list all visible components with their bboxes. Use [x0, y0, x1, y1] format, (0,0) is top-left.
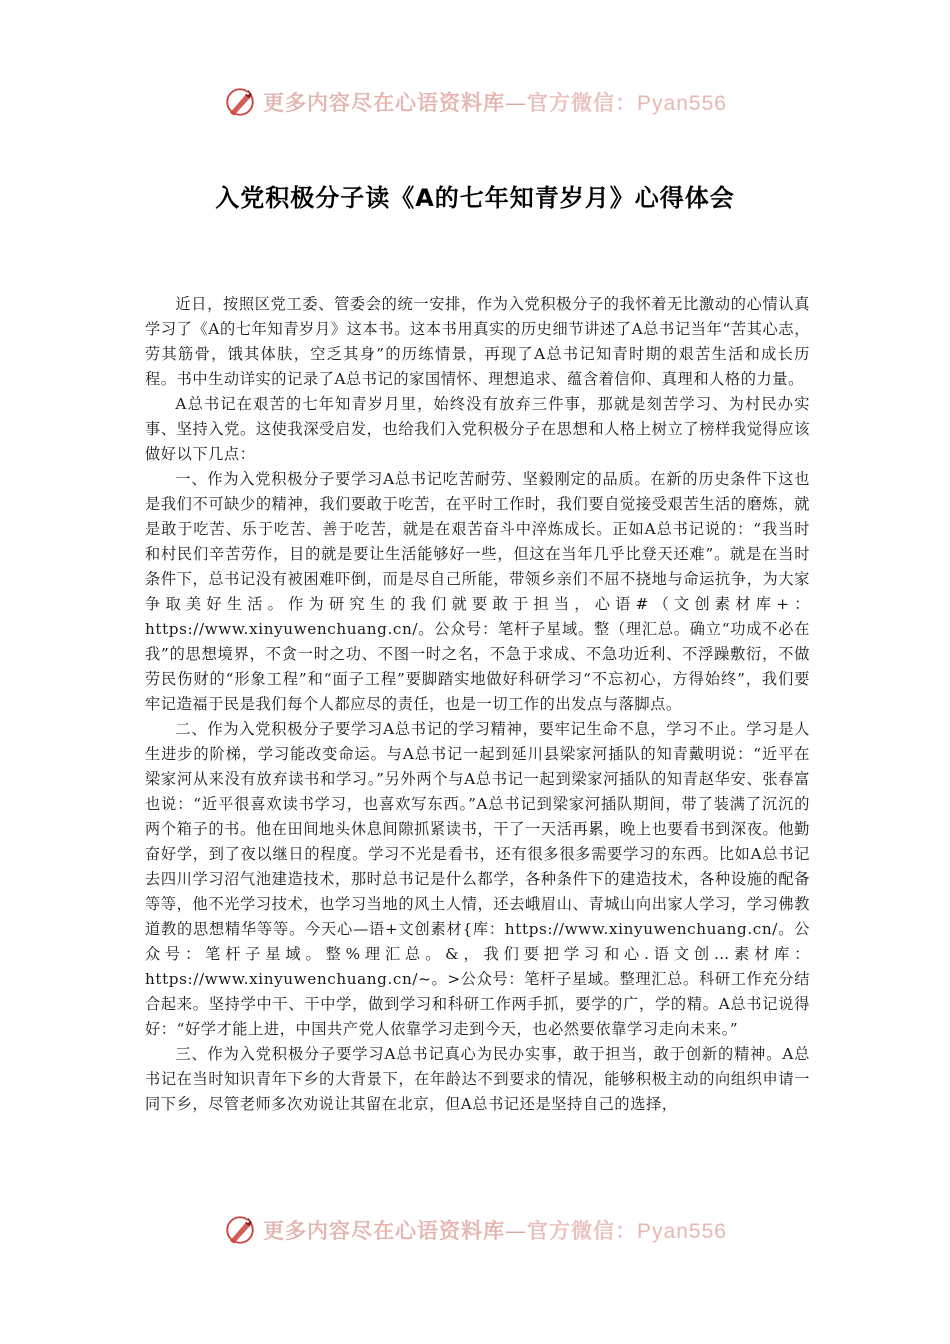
watermark-wechat-label: 官方微信：	[527, 1218, 638, 1243]
watermark-separator: —	[505, 1219, 528, 1243]
paragraph-point-two: 二、作为入党积极分子要学习A总书记的学习精神，要牢记生命不息，学习不止。学习是人生进步的阶梯，学习能改变命运。与A总书记一起到延川县梁家河插队的知青戴明说：“近平在梁家河从来没有放弃读书和学习。”另外两个与A总书记一起到梁家河插队的知青赵华安、张春富也说：“近平很喜欢读书学习，也喜欢写东西。”A总书记到梁家河插队期间，带了装满了沉沉的两个箱子的书。他在田间地头休息间隙抓紧读书，干了一天活再累，晚上也要看书到深夜。他勤奋好学，到了夜以继日的程度。学习不光是看书，还有很多很多需要学习的东西。比如A总书记去四川学习沼气池建造技术，那时总书记是什么都学，各种条件下的建造技术，各种设施的配备等等，他不光学习技术，也学习当地的风土人情，还去峨眉山、青城山向出家人学习，学习佛教道教的思想精华等等。今天心—语+文创素材{库：https://www.xinyuwenchuang.cn/。公众号：笔杆子星域。整%理汇总。&，我们要把学习和心.语文创…素材库：https://www.xinyuwenchuang.cn/~。>公众号：笔杆子星域。整理汇总。科研工作充分结合起来。坚持学中干、干中学，做到学习和科研工作两手抓，要学的广，学的精。A总书记说得好：“好学才能上进，中国共产党人依靠学习走到今天，也必然要依靠学习走向未来。”	[145, 720, 810, 1038]
document-title: 入党积极分子读《A的七年知青岁月》心得体会	[215, 184, 735, 212]
watermark-text	[263, 1215, 727, 1245]
watermark-banner-bottom	[0, 1210, 950, 1250]
watermark-text	[263, 87, 727, 117]
watermark-wechat-label: 官方微信：	[527, 90, 638, 115]
paragraph-three-things: A总书记在艰苦的七年知青岁月里，始终没有放弃三件事，那就是刻苦学习、为村民办实事、坚持入党。这使我深受启发，也给我们入党积极分子在思想和人格上树立了榜样我觉得应该做好以下几点：	[145, 395, 810, 463]
pen-logo-icon	[223, 85, 257, 119]
watermark-separator: —	[505, 91, 528, 115]
watermark-main: 更多内容尽在心语资料库	[263, 1218, 506, 1243]
watermark-banner-top	[0, 82, 950, 122]
watermark-main: 更多内容尽在心语资料库	[263, 90, 506, 115]
document-body	[145, 292, 810, 1117]
paragraph-point-three: 三、作为入党积极分子要学习A总书记真心为民办实事，敢于担当，敢于创新的精神。A总书记在当时知识青年下乡的大背景下，在年龄达不到要求的情况，能够积极主动的向组织申请一同下乡，尽管老师多次劝说让其留在北京，但A总书记还是坚持自己的选择，	[145, 1045, 810, 1113]
watermark-wechat-id: Pyan556	[637, 1220, 727, 1243]
paragraph-point-one: 一、作为入党积极分子要学习A总书记吃苦耐劳、坚毅刚定的品质。在新的历史条件下这也是我们不可缺少的精神，我们要敢于吃苦，在平时工作时，我们要自觉接受艰苦生活的磨炼，就是敢于吃苦、乐于吃苦、善于吃苦，就是在艰苦奋斗中淬炼成长。正如A总书记说的：“我当时和村民们辛苦劳作，目的就是要让生活能够好一些，但这在当年几乎比登天还难”。就是在当时条件下，总书记没有被困难吓倒，而是尽自己所能，带领乡亲们不屈不挠地与命运抗争，为大家争取美好生活。作为研究生的我们就要敢于担当，心语#（文创素材库+：https://www.xinyuwenchuang.cn/。公众号：笔杆子星域。整（理汇总。确立“功成不必在我”的思想境界，不贪一时之功、不图一时之名，不急于求成、不急功近利、不浮躁敷衍，不做劳民伤财的“形象工程”和“面子工程”要脚踏实地做好科研学习“不忘初心，方得始终”，我们要牢记造福于民是我们每个人都应尽的责任，也是一切工作的出发点与落脚点。	[145, 470, 810, 713]
pen-logo-icon	[223, 1213, 257, 1247]
watermark-wechat-id: Pyan556	[637, 92, 727, 115]
paragraph-intro: 近日，按照区党工委、管委会的统一安排，作为入党积极分子的我怀着无比激动的心情认真学习了《A的七年知青岁月》这本书。这本书用真实的历史细节讲述了A总书记当年“苦其心志，劳其筋骨，饿其体肤，空乏其身”的历练情景，再现了A总书记知青时期的艰苦生活和成长历程。书中生动详实的记录了A总书记的家国情怀、理想追求、蕴含着信仰、真理和人格的力量。	[145, 295, 810, 388]
